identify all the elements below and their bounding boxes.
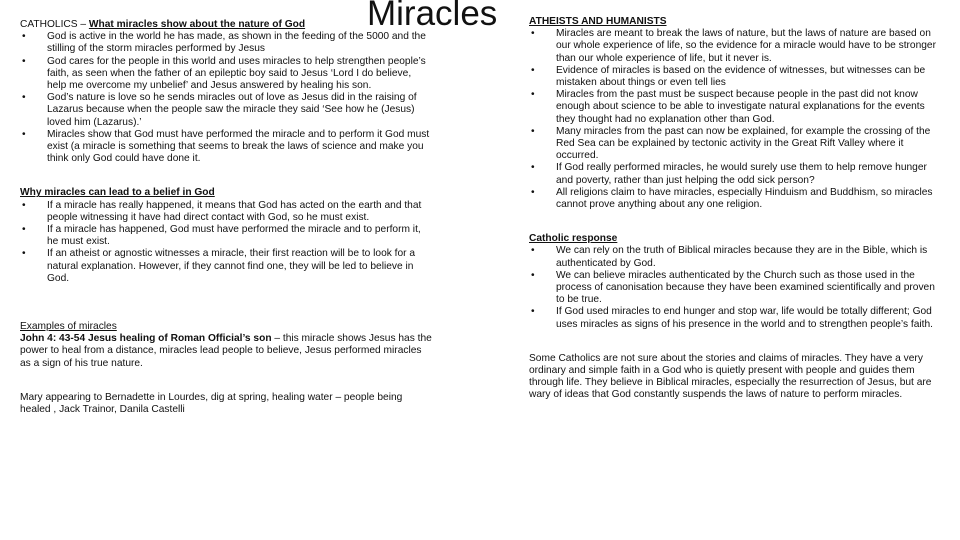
example-john-text: – this miracle shows Jesus has the power to heal from a distance, miracles lead people to believe, Jesus performed miracles as a sign of his true nature. [20,333,432,369]
list-item: • If a miracle has really happened, it means that God has acted on the earth and that people witnessing it have had direct contact with God, so he must exist. [20,200,432,224]
catholics-heading-line [20,19,432,31]
atheists-heading: ATHEISTS AND HUMANISTS [529,16,667,27]
catholic-response-heading: Catholic response [529,233,618,245]
list-item: • We can believe miracles authenticated by the Church such as those used in the process of canonisation because they have been examined scientifically and proven to be true. [529,270,941,307]
list-item: • If God really performed miracles, he would surely use them to help remove hunger and poverty, rather than just helping the odd sick person? [529,162,941,186]
list-item: • God’s nature is love so he sends miracles out of love as Jesus did in the raising of Lazarus because when the people saw the miracle they said ‘See how he (Jesus) loved him (Lazarus).’ [20,92,432,129]
list-item: • If an atheist or agnostic witnesses a miracle, their first reaction will be to look for a natural explanation. However, if they cannot find one, they will be led to believe in God. [20,248,432,285]
list-item: • Miracles are meant to break the laws of nature, but the laws of nature are based on our whole experience of life, so the evidence for a miracle would have to be stronger than our whole experience of life, but it never is. [529,28,941,65]
list-item: • Evidence of miracles is based on the evidence of witnesses, but witnesses can be mistaken about things or even tell lies [529,65,941,89]
catholics-bullets [20,31,432,165]
catholics-heading: What miracles show about the nature of God [88,19,306,30]
list-item: • All religions claim to have miracles, especially Hinduism and Buddhism, so miracles cannot prove anything about any one religion. [529,187,941,211]
right-column [529,0,941,402]
list-item: • Miracles from the past must be suspect because people in the past did not know enough about science to be able to investigate natural explanations for the events they thought had no explanation other than God. [529,89,941,126]
belief-heading: Why miracles can lead to a belief in God [20,187,215,199]
example-john [20,333,432,370]
catholic-response-bullets [529,245,941,330]
example-lourdes: Mary appearing to Bernadette in Lourdes, dig at spring, healing water – people being healed , Jack Trainor, Danila Castelli [20,391,403,416]
examples-heading: Examples of miracles [20,321,117,333]
list-item: • God cares for the people in this world and uses miracles to help strengthen people’s faith, as seen when the father of an epileptic boy said to Jesus ‘Lord I do believe, help me overcome my unbelief’ and Jesus answered by healing his son. [20,56,432,93]
example-john-title: John 4: 43-54 Jesus healing of Roman Official’s son [20,333,272,345]
list-item: • If God used miracles to end hunger and stop war, life would be totally different; God uses miracles as signs of his presence in the world and to strengthen people’s faith. [529,306,941,330]
atheists-bullets [529,28,941,211]
belief-bullets [20,200,432,285]
list-item: • Miracles show that God must have performed the miracle and to perform it God must exist (a miracle is something that seems to break the laws of science and make you think only God could have done it. [20,129,432,166]
list-item: • God is active in the world he has made, as shown in the feeding of the 5000 and the stilling of the storm miracles performed by Jesus [20,31,432,55]
list-item: • If a miracle has happened, God must have performed the miracle and to perform it, he must exist. [20,224,432,248]
list-item: • We can rely on the truth of Biblical miracles because they are in the Bible, which is authenticated by God. [529,245,941,269]
list-item: • Many miracles from the past can now be explained, for example the crossing of the Red Sea can be explained by tectonic activity in the Great Rift Valley where it occurred. [529,126,941,163]
left-column [20,0,432,416]
catholics-prefix: CATHOLICS – [20,19,89,30]
page-title: Miracles [367,0,498,33]
closing-paragraph: Some Catholics are not sure about the stories and claims of miracles. They have a very ordinary and simple faith in a God who is quietly present with people and guides them through life. They believe in Biblical miracles, especially the resurrection of Jesus, but are wary of ideas that God constantly suspends the laws of nature to perform miracles. [529,352,932,401]
